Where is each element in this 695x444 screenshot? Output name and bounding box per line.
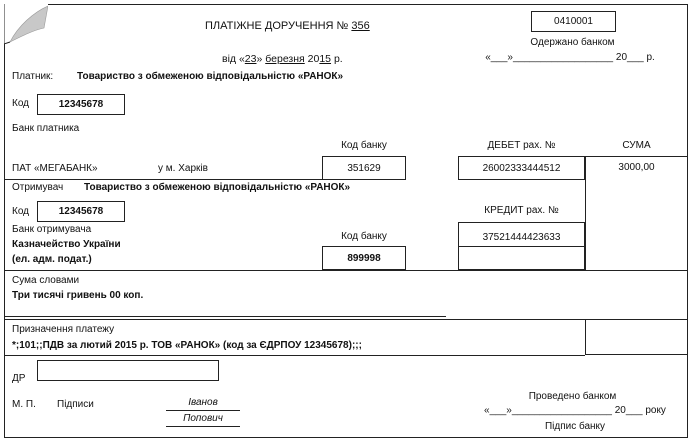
payer-bank-code: 351629 [347, 163, 381, 174]
date-prefix: від « [222, 53, 245, 65]
date-year-prefix: 20 [304, 53, 320, 65]
form-code: 0410001 [554, 16, 593, 27]
rule-payer-bank [4, 179, 322, 180]
debit-account-box [458, 156, 585, 180]
credit-label: КРЕДИТ рах. № [484, 205, 559, 216]
credit-account: 37521444423633 [482, 232, 561, 243]
date-end: р. [331, 53, 343, 65]
amount-label: СУМА [622, 140, 651, 151]
amount-value: 3000,00 [618, 162, 655, 173]
debit-account: 26002333444512 [482, 163, 561, 174]
date-year: 15 [319, 53, 332, 65]
debit-label: ДЕБЕТ рах. № [487, 140, 556, 151]
rule-sum-words [4, 316, 446, 317]
payer-bank-code-label: Код банку [341, 140, 387, 151]
payer-bank-label: Банк платника [12, 123, 80, 134]
document-date [222, 53, 343, 65]
processed-label: Проведено банком [528, 391, 617, 402]
purpose-value: *;101;;ПДВ за лютий 2015 р. ТОВ «РАНОК» (код за ЄДРПОУ 12345678);;; [12, 340, 362, 351]
recipient-name: Товариство з обмеженою відповідальністю «РАНОК» [84, 182, 351, 193]
document-number: 356 [351, 20, 370, 32]
rule-credit-split [459, 246, 584, 247]
folded-corner-icon [4, 4, 48, 44]
recipient-code-label: Код [12, 206, 30, 217]
title-prefix: ПЛАТІЖНЕ ДОРУЧЕННЯ № [205, 20, 349, 32]
recipient-code: 12345678 [58, 206, 104, 217]
processed-date-line: «___»__________________ 20___ року [484, 405, 666, 416]
form-code-box [531, 11, 616, 32]
rule-purpose-bottom [4, 355, 585, 356]
date-day: 23 [244, 53, 257, 65]
signatures-label: Підписи [57, 399, 94, 410]
signature-1: Іванов [188, 397, 218, 408]
dr-box [37, 360, 219, 381]
signature-2-line [166, 426, 240, 427]
received-label: Одержано банком [530, 37, 615, 48]
recipient-label: Отримувач [12, 182, 64, 193]
rule-amount-left [585, 156, 586, 270]
document-title [205, 20, 370, 32]
bank-signature-label: Підпис банку [544, 421, 606, 432]
date-mid: » [256, 53, 266, 65]
purpose-label: Призначення платежу [12, 324, 115, 335]
payer-code-label: Код [12, 98, 30, 109]
payer-bank-code-box [322, 156, 406, 180]
payer-bank-city: у м. Харків [158, 163, 208, 174]
dr-label: ДР [12, 373, 26, 384]
recipient-bank-code-box [322, 246, 406, 270]
recipient-bank-name-line1: Казначейство України [12, 239, 121, 250]
recipient-bank-code: 899998 [347, 253, 381, 264]
payer-label: Платник: [12, 71, 54, 82]
recipient-bank-name-line2: (ел. адм. подат.) [12, 254, 92, 265]
credit-account-box [458, 222, 585, 270]
recipient-code-box [37, 201, 125, 222]
recipient-bank-label: Банк отримувача [12, 224, 92, 235]
rule-amount-top [585, 156, 688, 157]
stamp-label: М. П. [12, 399, 36, 410]
sum-words-value: Три тисячі гривень 00 коп. [12, 290, 144, 301]
purpose-side-box [585, 319, 688, 355]
recipient-bank-code-label: Код банку [341, 231, 387, 242]
payer-code-box [37, 94, 125, 115]
sum-words-label: Сума словами [12, 275, 80, 286]
rule-recipient-bottom [4, 270, 688, 271]
date-month: березня [265, 53, 305, 65]
payer-bank-name: ПАТ «МЕГАБАНК» [12, 163, 98, 174]
rule-purpose-top [4, 319, 585, 320]
signature-1-line [166, 410, 240, 411]
payer-code: 12345678 [58, 99, 104, 110]
signature-2: Попович [183, 413, 223, 424]
payer-name: Товариство з обмеженою відповідальністю «РАНОК» [77, 71, 344, 82]
received-date-line: «___»__________________ 20___ р. [485, 52, 655, 63]
